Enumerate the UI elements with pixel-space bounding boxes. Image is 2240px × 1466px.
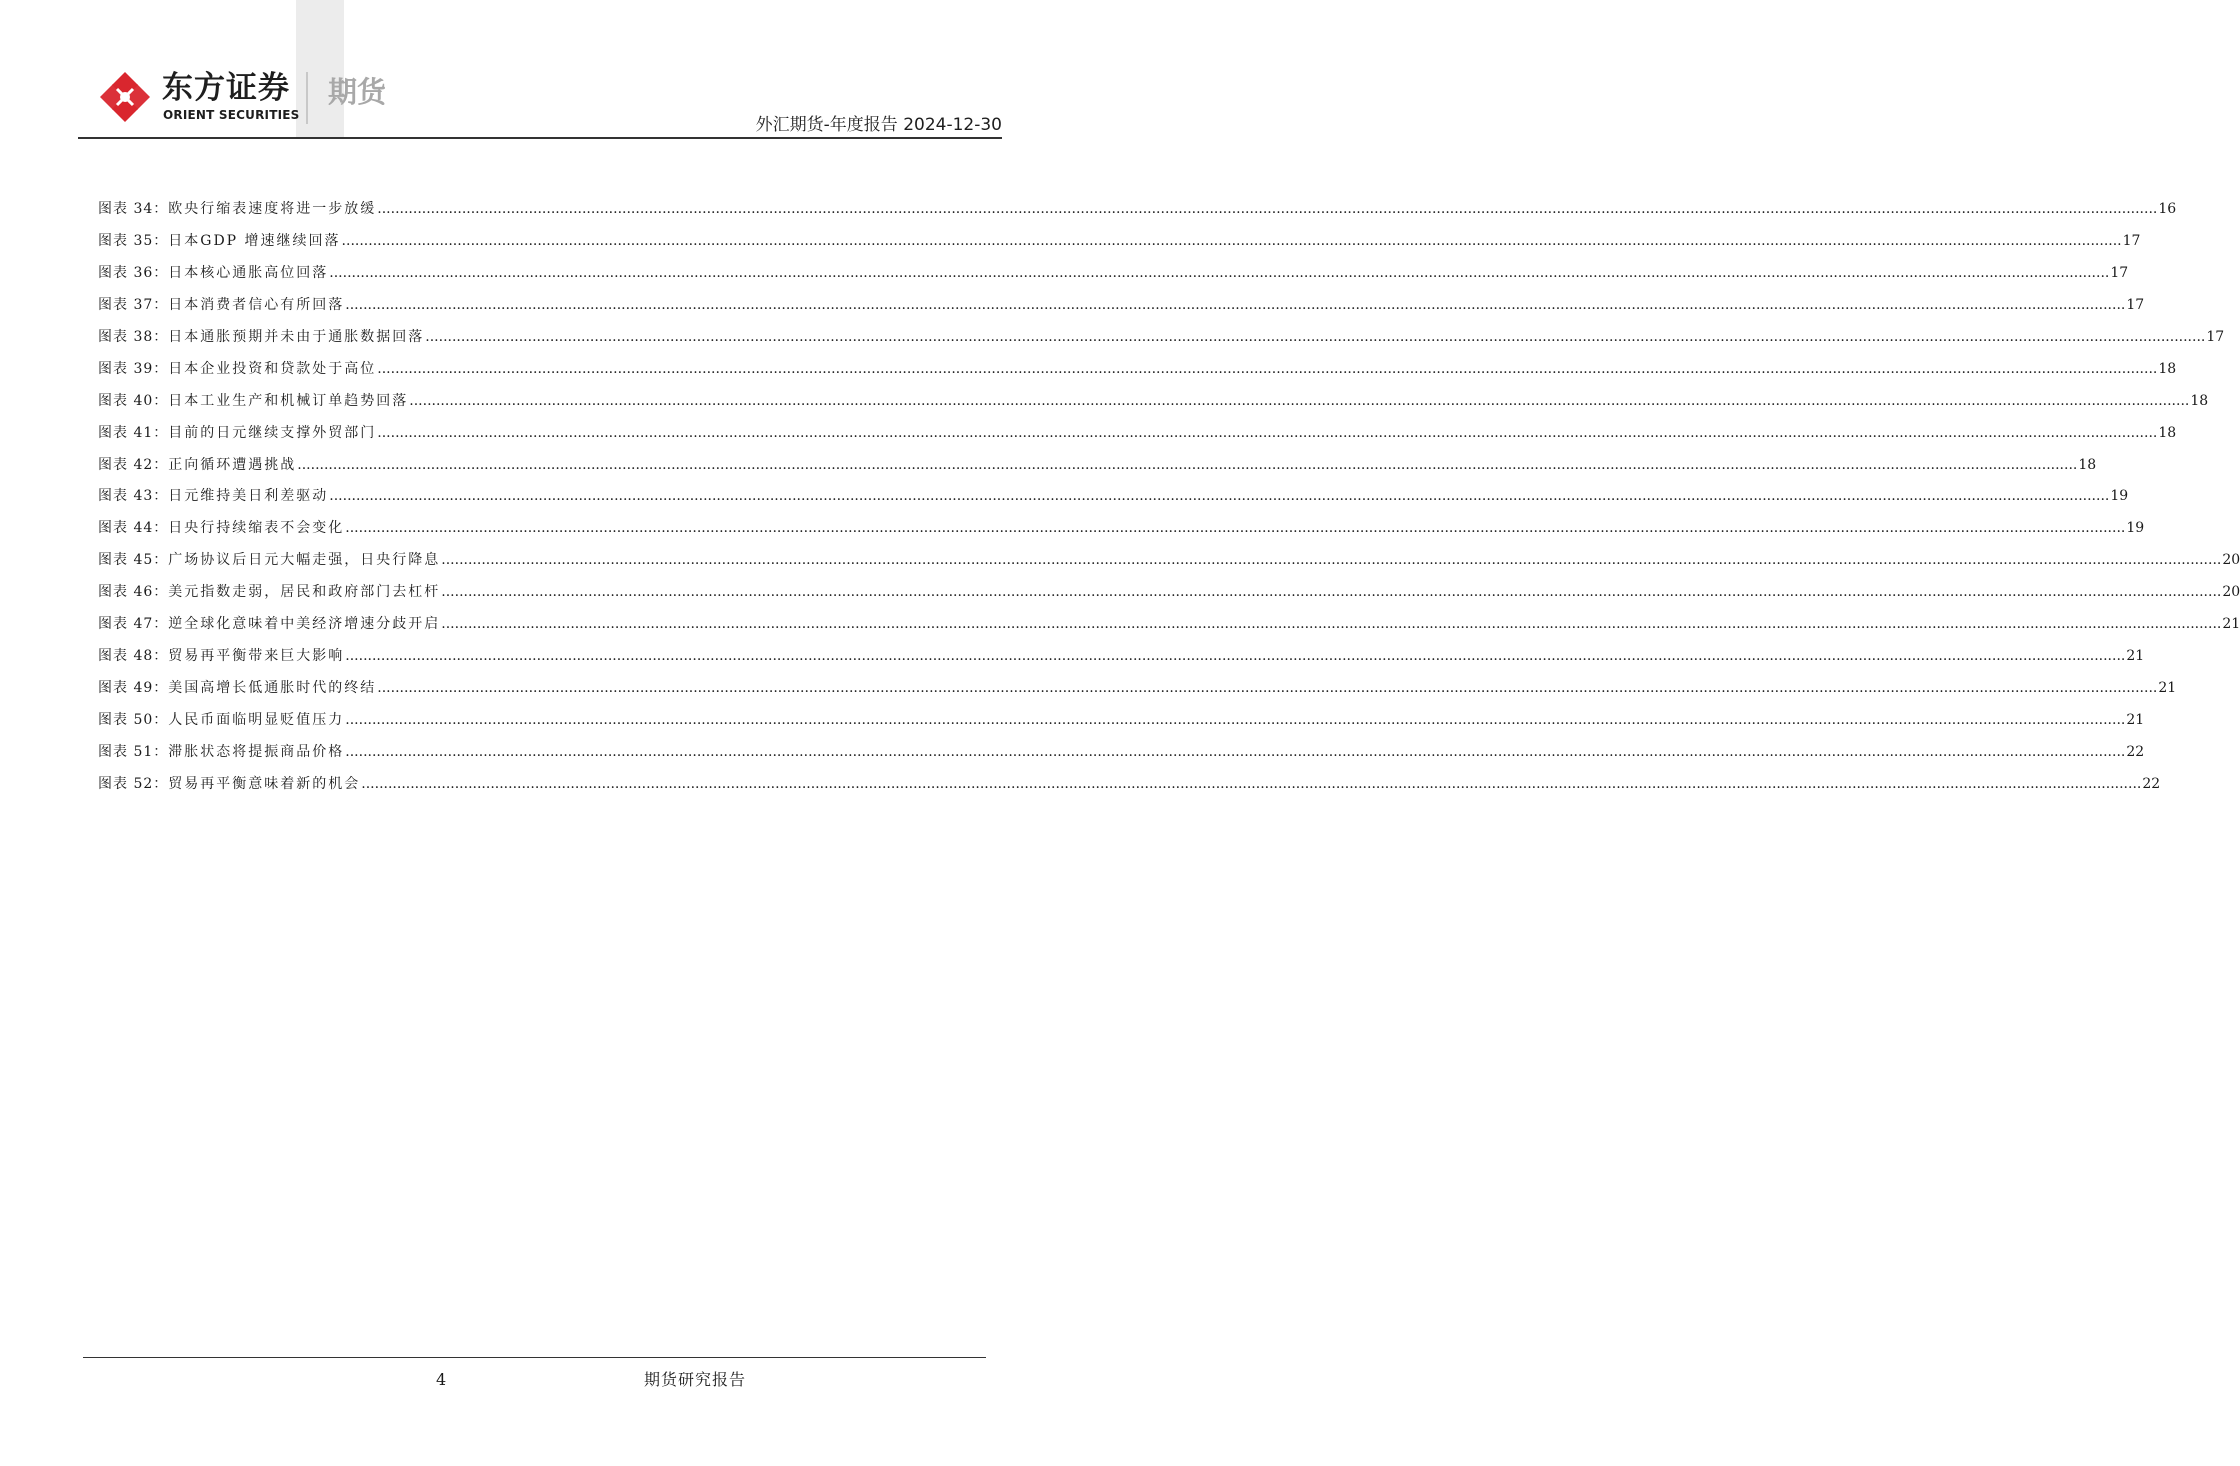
toc-entry-label: 图表 52： (98, 775, 169, 792)
toc-entry-title: 日本工业生产和机械订单趋势回落 (168, 392, 409, 409)
toc-leader-dots: ................................................................................................................................................................................................................................................................................................................................................................................................................ (297, 456, 2078, 473)
toc-leader-dots: ................................................................................................................................................................................................................................................................................................................................................................................................................ (345, 712, 2126, 728)
brand-subtitle: 期货 (328, 75, 387, 109)
toc-entry-title: 目前的日元继续支撑外贸部门 (168, 424, 377, 441)
toc-entry-label: 图表 49： (98, 680, 169, 697)
toc-leader-dots: ................................................................................................................................................................................................................................................................................................................................................................................................................ (329, 488, 2110, 505)
toc-entry[interactable] (98, 230, 2141, 262)
toc-entry-title: 日本GDP 增速继续回落 (168, 232, 341, 249)
toc-entry[interactable] (98, 358, 2177, 390)
table-of-figures (98, 198, 2240, 805)
toc-entry[interactable] (98, 326, 2225, 358)
footer-label: 期货研究报告 (644, 1370, 747, 1389)
toc-leader-dots: ................................................................................................................................................................................................................................................................................................................................................................................................................ (377, 201, 2158, 217)
toc-entry-label: 图表 38： (98, 328, 169, 345)
toc-leader-dots: ................................................................................................................................................................................................................................................................................................................................................................................................................ (345, 648, 2126, 665)
toc-entry-page: 22 (2142, 775, 2161, 792)
toc-entry-page: 18 (2158, 424, 2177, 441)
brand-divider (306, 72, 308, 124)
toc-entry-title: 日本核心通胀高位回落 (168, 264, 329, 281)
toc-entry[interactable] (98, 773, 2161, 805)
toc-entry-title: 日本通胀预期并未由于通胀数据回落 (168, 328, 425, 345)
toc-entry-page: 21 (2222, 616, 2240, 633)
toc-entry[interactable] (98, 485, 2129, 517)
toc-entry-title: 美国高增长低通胀时代的终结 (168, 680, 377, 697)
toc-entry-title: 欧央行缩表速度将进一步放缓 (168, 201, 377, 217)
toc-leader-dots: ................................................................................................................................................................................................................................................................................................................................................................................................................ (377, 680, 2158, 697)
footer-rule (83, 1357, 986, 1358)
toc-entry[interactable] (98, 517, 2145, 549)
toc-entry[interactable] (98, 422, 2177, 454)
toc-entry[interactable] (98, 198, 2177, 230)
header-rule (78, 137, 1002, 139)
toc-entry-label: 图表 47： (98, 616, 169, 633)
toc-entry-page: 21 (2126, 712, 2145, 728)
toc-entry-title: 人民币面临明显贬值压力 (168, 712, 345, 728)
toc-leader-dots: ................................................................................................................................................................................................................................................................................................................................................................................................................ (361, 775, 2142, 792)
toc-entry-label: 图表 37： (98, 296, 169, 313)
report-title: 外汇期货-年度报告 2024-12-30 (755, 115, 1002, 135)
toc-entry-label: 图表 46： (98, 584, 169, 601)
toc-entry-label: 图表 45： (98, 552, 169, 569)
toc-entry-label: 图表 42： (98, 456, 169, 473)
toc-entry[interactable] (98, 262, 2129, 294)
page-number: 4 (436, 1370, 447, 1389)
toc-entry-page: 22 (2126, 743, 2145, 760)
toc-entry-title: 美元指数走弱，居民和政府部门去杠杆 (168, 584, 441, 601)
toc-entry-label: 图表 44： (98, 520, 169, 537)
toc-entry-page: 17 (2122, 232, 2141, 249)
toc-leader-dots: ................................................................................................................................................................................................................................................................................................................................................................................................................ (345, 743, 2126, 760)
toc-entry[interactable] (98, 294, 2145, 326)
toc-leader-dots: ................................................................................................................................................................................................................................................................................................................................................................................................................ (441, 584, 2222, 601)
toc-entry-page: 20 (2222, 552, 2240, 569)
toc-entry-label: 图表 36： (98, 264, 169, 281)
toc-entry[interactable] (98, 741, 2145, 773)
toc-entry-title: 日本企业投资和贷款处于高位 (168, 360, 377, 377)
toc-leader-dots: ................................................................................................................................................................................................................................................................................................................................................................................................................ (329, 264, 2110, 281)
toc-leader-dots: ................................................................................................................................................................................................................................................................................................................................................................................................................ (441, 616, 2222, 633)
toc-entry-title: 贸易再平衡意味着新的机会 (168, 775, 361, 792)
toc-leader-dots: ................................................................................................................................................................................................................................................................................................................................................................................................................ (409, 392, 2190, 409)
toc-entry-title: 贸易再平衡带来巨大影响 (168, 648, 345, 665)
toc-entry-page: 18 (2158, 360, 2177, 377)
toc-entry-page: 21 (2126, 648, 2145, 665)
toc-leader-dots: ................................................................................................................................................................................................................................................................................................................................................................................................................ (425, 328, 2206, 345)
orient-securities-logo-icon (98, 70, 152, 124)
toc-entry-title: 广场协议后日元大幅走强，日央行降息 (168, 552, 441, 569)
toc-entry-page: 17 (2110, 264, 2129, 281)
toc-entry-page: 19 (2126, 520, 2145, 537)
toc-entry[interactable] (98, 454, 2097, 486)
toc-entry-label: 图表 35： (98, 232, 169, 249)
toc-entry-page: 17 (2206, 328, 2225, 345)
toc-entry[interactable] (98, 677, 2177, 709)
toc-entry-label: 图表 39： (98, 360, 169, 377)
toc-entry-page: 17 (2126, 296, 2145, 313)
toc-leader-dots: ................................................................................................................................................................................................................................................................................................................................................................................................................ (377, 360, 2158, 377)
toc-entry-title: 日元维持美日利差驱动 (168, 488, 329, 505)
toc-entry[interactable] (98, 645, 2145, 677)
toc-entry-title: 日央行持续缩表不会变化 (168, 520, 345, 537)
toc-entry[interactable] (98, 613, 2240, 645)
toc-entry-page: 20 (2222, 584, 2240, 601)
toc-entry-title: 日本消费者信心有所回落 (168, 296, 345, 313)
toc-entry[interactable] (98, 709, 2145, 741)
toc-entry-title: 滞胀状态将提振商品价格 (168, 743, 345, 760)
toc-entry-label: 图表 51： (98, 743, 169, 760)
brand-name-en: ORIENT SECURITIES (163, 108, 300, 122)
toc-entry-label: 图表 34： (98, 201, 169, 217)
toc-entry-label: 图表 50： (98, 712, 169, 728)
toc-entry[interactable] (98, 581, 2240, 613)
toc-entry-label: 图表 48： (98, 648, 169, 665)
toc-entry[interactable] (98, 549, 2240, 581)
toc-entry-page: 18 (2078, 456, 2097, 473)
toc-entry-title: 逆全球化意味着中美经济增速分歧开启 (168, 616, 441, 633)
toc-leader-dots: ................................................................................................................................................................................................................................................................................................................................................................................................................ (345, 296, 2126, 313)
toc-leader-dots: ................................................................................................................................................................................................................................................................................................................................................................................................................ (377, 424, 2158, 441)
toc-entry-page: 19 (2110, 488, 2129, 505)
toc-leader-dots: ................................................................................................................................................................................................................................................................................................................................................................................................................ (341, 232, 2122, 249)
toc-entry-label: 图表 43： (98, 488, 169, 505)
header-gray-band (296, 0, 344, 137)
toc-entry-title: 正向循环遭遇挑战 (168, 456, 297, 473)
brand-name-cn: 东方证券 (162, 70, 290, 106)
toc-entry-page: 18 (2190, 392, 2209, 409)
toc-leader-dots: ................................................................................................................................................................................................................................................................................................................................................................................................................ (345, 520, 2126, 537)
toc-entry[interactable] (98, 390, 2209, 422)
toc-entry-page: 16 (2158, 201, 2177, 217)
toc-entry-page: 21 (2158, 680, 2177, 697)
toc-leader-dots: ................................................................................................................................................................................................................................................................................................................................................................................................................ (441, 552, 2222, 569)
toc-entry-label: 图表 40： (98, 392, 169, 409)
toc-entry-label: 图表 41： (98, 424, 169, 441)
